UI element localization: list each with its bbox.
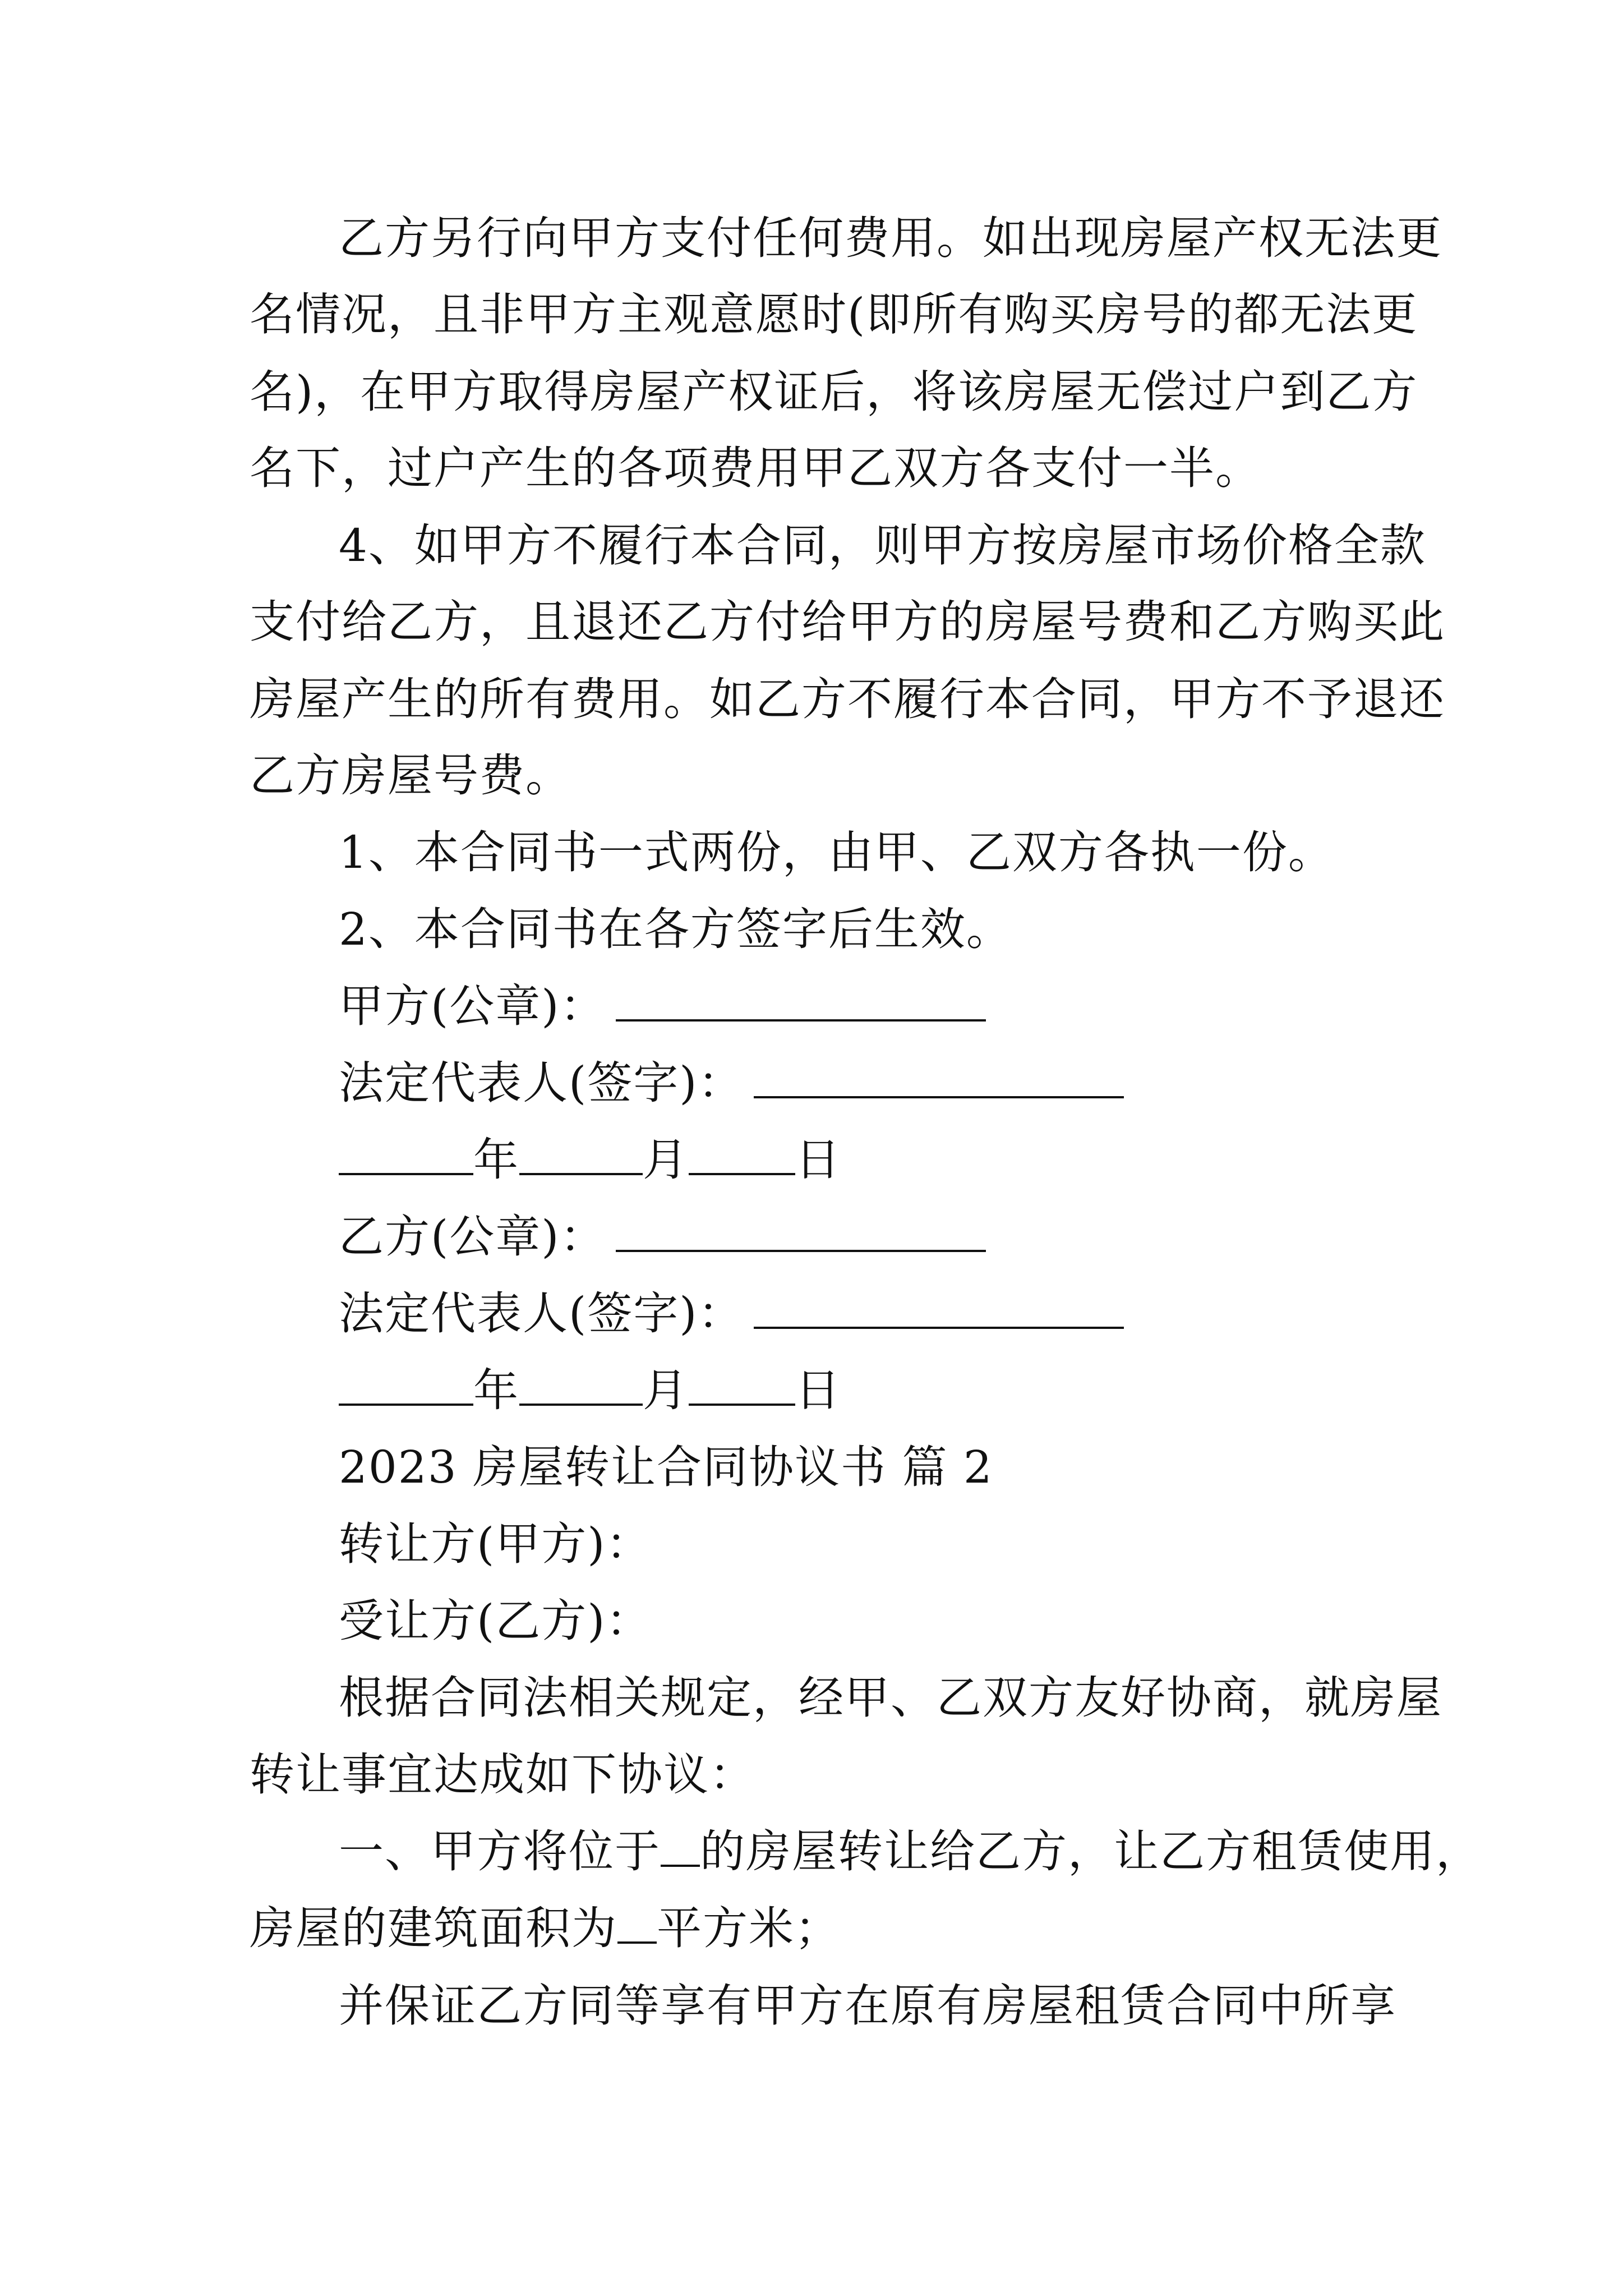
paragraph-line: 并保证乙方同等享有甲方在原有房屋租赁合同中所享 (339, 1980, 1396, 2032)
clause-1-text-d: 平方米； (657, 1902, 841, 1954)
party-a-rep-row (339, 1055, 1124, 1111)
paragraph-line: 支付给乙方，且退还乙方付给甲方的房屋号费和乙方购买此 (250, 596, 1445, 648)
month-label: 月 (643, 1134, 689, 1186)
year-label: 年 (473, 1134, 519, 1186)
clause-1-text-a: 一、甲方将位于 (339, 1825, 661, 1878)
party-b-rep-row (339, 1286, 1124, 1342)
party-a-rep-label: 法定代表人(签字)： (339, 1057, 744, 1109)
area-blank (617, 1901, 657, 1944)
party-b-seal-blank (616, 1209, 986, 1252)
clause-1-text-b: 的房屋转让给乙方，让乙方租赁使用， (700, 1825, 1482, 1878)
party-a-rep-blank (754, 1056, 1124, 1098)
month-blank (519, 1363, 643, 1406)
paragraph-line: 根据合同法相关规定，经甲、乙双方友好协商，就房屋 (339, 1672, 1442, 1724)
day-blank (689, 1363, 795, 1406)
paragraph-line: 名下，过户产生的各项费用甲乙双方各支付一半。 (250, 442, 1261, 494)
year-blank (339, 1133, 473, 1175)
party-b-seal-row (339, 1209, 986, 1265)
party-a-seal-blank (616, 979, 986, 1022)
paragraph-line: 乙方另行向甲方支付任何费用。如出现房屋产权无法更 (339, 212, 1442, 264)
year-blank (339, 1363, 473, 1406)
section-title: 2023 房屋转让合同协议书 篇 2 (339, 1441, 993, 1493)
transferor-label: 转让方(甲方)： (339, 1518, 652, 1570)
location-blank (661, 1824, 700, 1867)
clause-1-line (339, 1824, 1482, 1880)
paragraph-line: 名情况，且非甲方主观意愿时(即所有购买房号的都无法更 (250, 288, 1418, 341)
paragraph-line: 4、如甲方不履行本合同，则甲方按房屋市场价格全款 (339, 519, 1426, 572)
month-label: 月 (643, 1364, 689, 1416)
clause-1-text-c: 房屋的建筑面积为 (250, 1902, 617, 1954)
year-label: 年 (473, 1364, 519, 1416)
party-a-seal-label: 甲方(公章)： (339, 980, 606, 1032)
day-label: 日 (795, 1364, 841, 1416)
paragraph-line: 名)，在甲方取得房屋产权证后，将该房屋无偿过户到乙方 (250, 366, 1418, 418)
party-b-date-row (339, 1363, 841, 1419)
party-a-seal-row (339, 978, 986, 1034)
paragraph-line: 房屋产生的所有费用。如乙方不履行本合同，甲方不予退还 (250, 673, 1445, 725)
day-label: 日 (795, 1134, 841, 1186)
transferee-label: 受让方(乙方)： (339, 1595, 652, 1647)
party-b-seal-label: 乙方(公章)： (339, 1211, 606, 1263)
paragraph-line: 1、本合同书一式两份，由甲、乙双方各执一份。 (339, 826, 1334, 878)
clause-1-line-2 (250, 1901, 841, 1957)
paragraph-line: 转让事宜达成如下协议： (250, 1749, 755, 1801)
party-b-rep-label: 法定代表人(签字)： (339, 1287, 744, 1340)
party-a-date-row (339, 1132, 841, 1188)
month-blank (519, 1133, 643, 1175)
paragraph-line: 2、本合同书在各方签字后生效。 (339, 903, 1012, 955)
party-b-rep-blank (754, 1286, 1124, 1329)
paragraph-line: 乙方房屋号费。 (250, 749, 571, 802)
day-blank (689, 1133, 795, 1175)
